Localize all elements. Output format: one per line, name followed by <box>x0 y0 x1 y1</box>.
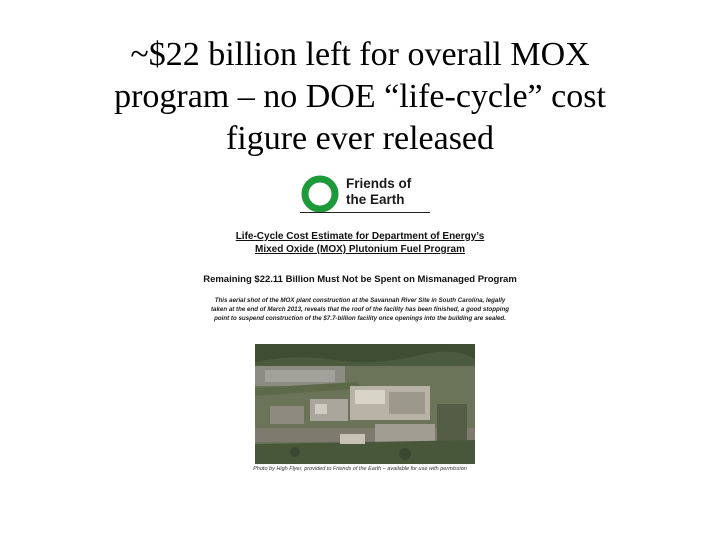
caption-line-1: This aerial shot of the MOX plant construction at the Savannah River Site in South Carolina, legally <box>214 297 506 304</box>
slide-title <box>60 34 660 160</box>
document-heading <box>180 230 540 256</box>
logo-line-1: Friends of <box>346 176 412 191</box>
photo-credit: Photo by High Flyer, provided to Friends of the Earth – available for use with permission <box>253 466 467 472</box>
earth-ring-icon <box>300 174 340 214</box>
heading-line-2: Mixed Oxide (MOX) Plutonium Fuel Program <box>254 244 466 255</box>
title-line-3: figure ever released <box>225 120 495 157</box>
caption-line-2: taken at the end of March 2013, reveals that the roof of the facility has been finished, a good stopping <box>210 306 510 313</box>
title-line-1: ~$22 billion left for overall MOX <box>130 36 590 73</box>
friends-of-the-earth-logo <box>300 174 430 214</box>
title-line-2: program – no DOE “life-cycle” cost <box>114 78 606 115</box>
photo-caption <box>185 296 535 323</box>
logo-line-2: the Earth <box>346 192 405 207</box>
embedded-document <box>180 168 540 480</box>
aerial-photo <box>255 344 475 464</box>
document-subheading: Remaining $22.11 Billion Must Not be Spent on Mismanaged Program <box>203 274 517 285</box>
logo-divider <box>300 212 430 213</box>
caption-line-3: point to suspend construction of the $7.7-billion facility once openings into the building are sealed. <box>214 315 506 322</box>
heading-line-1: Life-Cycle Cost Estimate for Department of Energy’s <box>235 231 485 242</box>
